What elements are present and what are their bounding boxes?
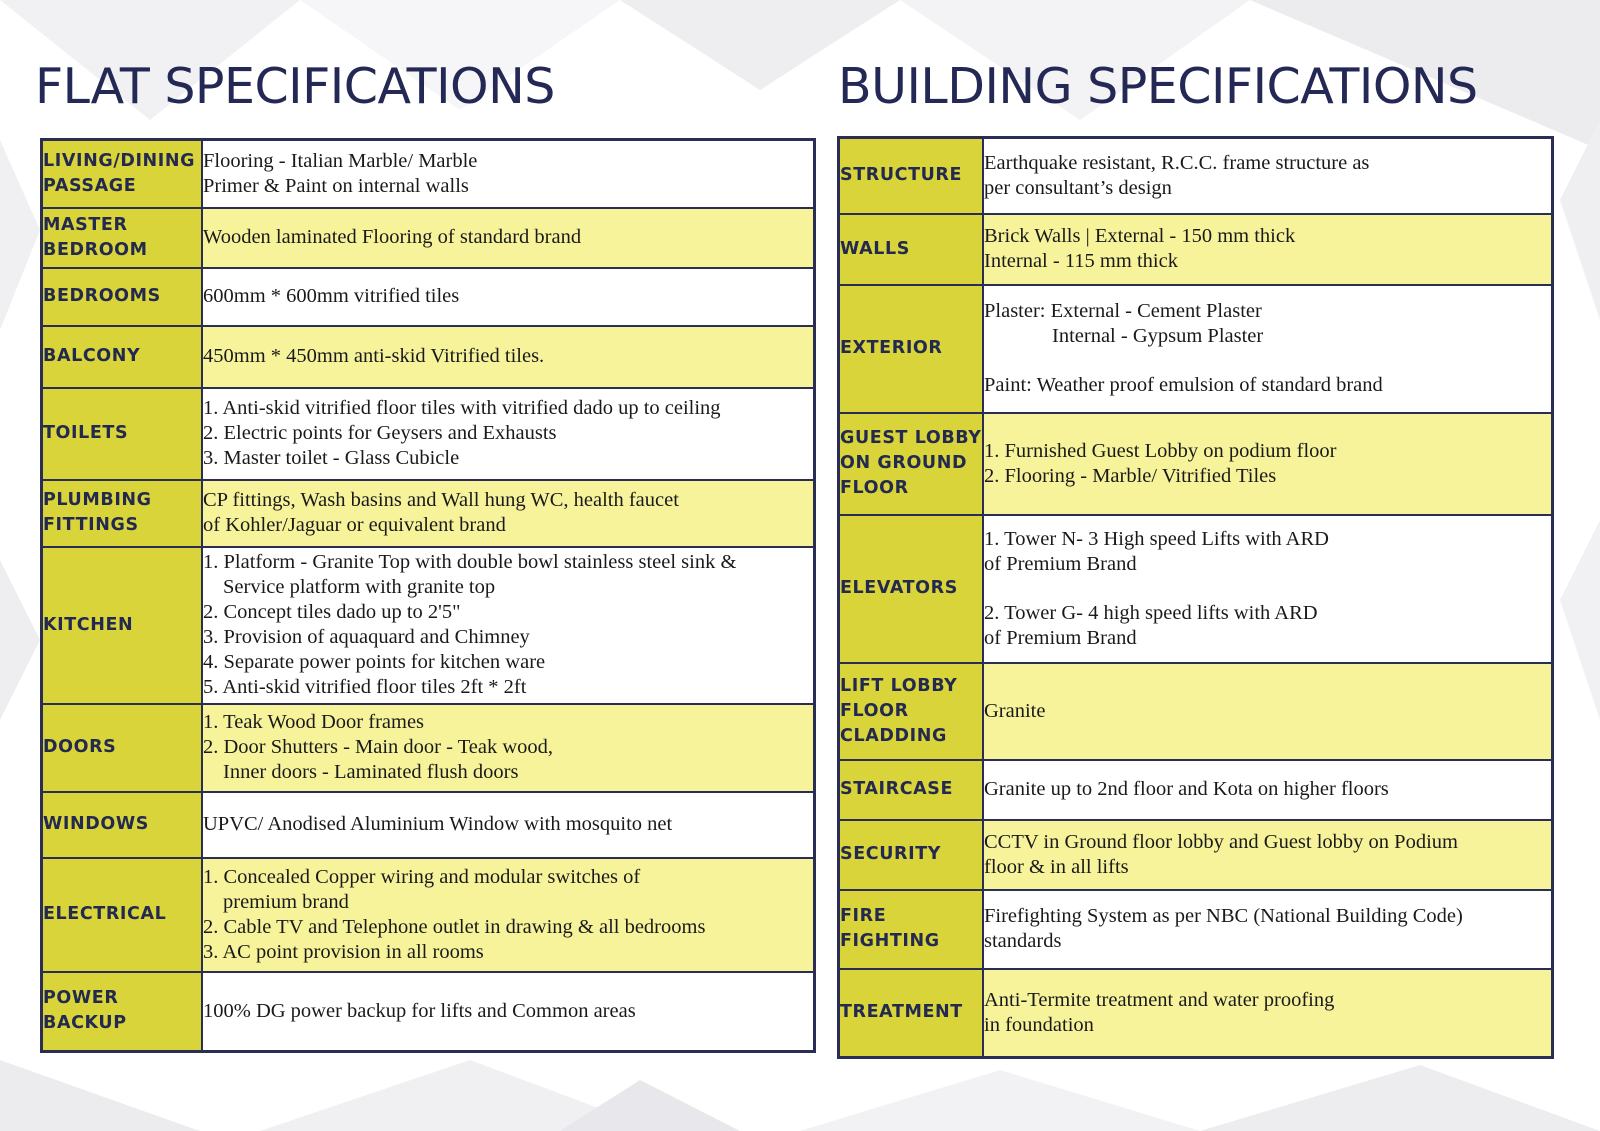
- spec-line: Service platform with granite top: [223, 576, 496, 598]
- spec-row-windows: [42, 792, 815, 858]
- spec-line: Anti-Termite treatment and water proofing: [984, 988, 1335, 1011]
- spec-line: 3. Master toilet - Glass Cubicle: [203, 447, 460, 469]
- spec-line: 1. Concealed Copper wiring and modular switches of: [203, 865, 641, 888]
- spec-line: Flooring - Italian Marble/ Marble: [203, 149, 478, 172]
- spec-line: 1. Platform - Granite Top with double bowl stainless steel sink &: [203, 551, 737, 573]
- spec-label: BALCONY: [42, 326, 203, 388]
- spec-label: STAIRCASE: [839, 760, 984, 820]
- flat-specifications-table: [40, 138, 816, 1053]
- spec-label: TREATMENT: [839, 969, 984, 1058]
- spec-row-bedrooms: [42, 268, 815, 326]
- spec-value: [202, 858, 815, 972]
- spec-row-exterior: [839, 285, 1553, 413]
- spec-line: 600mm * 600mm vitrified tiles: [203, 285, 460, 307]
- spec-line: Internal - Gypsum Plaster: [1052, 325, 1264, 347]
- spec-value: [202, 972, 815, 1052]
- spec-label: ELEVATORS: [839, 515, 984, 663]
- spec-row-living-dining: [42, 140, 815, 208]
- spec-row-elevators: [839, 515, 1553, 663]
- spec-line: 1. Anti-skid vitrified floor tiles with vitrified dado up to ceiling: [203, 397, 721, 419]
- flat-specifications-title: FLAT SPECIFICATIONS: [35, 58, 555, 115]
- spec-line: 4. Separate power points for kitchen ware: [203, 651, 546, 673]
- spec-row-fire-fighting: [839, 890, 1553, 969]
- spec-value: [202, 140, 815, 208]
- spec-line: 2. Electric points for Geysers and Exhausts: [203, 422, 557, 444]
- spec-row-electrical: [42, 858, 815, 972]
- spec-row-guest-lobby: [839, 413, 1553, 515]
- spec-line: 5. Anti-skid vitrified floor tiles 2ft * 2ft: [203, 676, 527, 698]
- spec-row-balcony: [42, 326, 815, 388]
- spec-line: Internal - 115 mm thick: [984, 250, 1178, 272]
- spec-line: 3. Provision of aquaquard and Chimney: [203, 626, 530, 648]
- spec-row-kitchen: [42, 547, 815, 704]
- spec-label: LIFT LOBBY FLOOR CLADDING: [839, 663, 984, 760]
- spec-value: [202, 208, 815, 268]
- spec-value: [202, 326, 815, 388]
- spec-row-doors: [42, 704, 815, 792]
- spec-value: [983, 138, 1553, 214]
- spec-label: TOILETS: [42, 388, 203, 480]
- spec-line: 2. Flooring - Marble/ Vitrified Tiles: [984, 464, 1277, 487]
- spec-line: Paint: Weather proof emulsion of standard brand: [984, 374, 1383, 396]
- spec-line: Firefighting System as per NBC (National Building Code): [984, 905, 1463, 927]
- spec-line: Plaster: External - Cement Plaster: [984, 300, 1262, 322]
- spec-line: 3. AC point provision in all rooms: [203, 940, 484, 963]
- spec-row-lift-lobby: [839, 663, 1553, 760]
- spec-label: STRUCTURE: [839, 138, 984, 214]
- spec-value: [202, 268, 815, 326]
- spec-line: 2. Tower G- 4 high speed lifts with ARD: [984, 601, 1318, 624]
- spec-line: floor & in all lifts: [984, 855, 1129, 878]
- spec-line: 450mm * 450mm anti-skid Vitrified tiles.: [203, 345, 545, 367]
- spec-value: [983, 214, 1553, 285]
- spec-line: per consultant’s design: [984, 176, 1172, 199]
- building-specifications-table: [837, 136, 1554, 1059]
- spec-line: in foundation: [984, 1013, 1094, 1036]
- spec-label: BEDROOMS: [42, 268, 203, 326]
- spec-value: [983, 663, 1553, 760]
- spec-line: 2. Concept tiles dado up to 2'5": [203, 601, 461, 623]
- spec-row-power-backup: [42, 972, 815, 1052]
- spec-spacer: [984, 349, 1551, 373]
- spec-line: 2. Cable TV and Telephone outlet in drawing & all bedrooms: [203, 915, 706, 938]
- spec-value: [983, 515, 1553, 663]
- spec-line: 1. Furnished Guest Lobby on podium floor: [984, 439, 1337, 462]
- spec-value: [983, 890, 1553, 969]
- spec-line: standards: [984, 930, 1062, 952]
- spec-value: [983, 969, 1553, 1058]
- spec-row-walls: [839, 214, 1553, 285]
- spec-label: WALLS: [839, 214, 984, 285]
- spec-label: GUEST LOBBY ON GROUND FLOOR: [839, 413, 984, 515]
- spec-line: Earthquake resistant, R.C.C. frame structure as: [984, 151, 1370, 174]
- spec-line: 1. Tower N- 3 High speed Lifts with ARD: [984, 527, 1329, 550]
- spec-row-master-bedroom: [42, 208, 815, 268]
- spec-line: Wooden laminated Flooring of standard brand: [203, 226, 582, 248]
- spec-label: MASTER BEDROOM: [42, 208, 203, 268]
- spec-row-plumbing: [42, 480, 815, 547]
- spec-label: FIRE FIGHTING: [839, 890, 984, 969]
- spec-line: 2. Door Shutters - Main door - Teak wood,: [203, 736, 554, 758]
- spec-label: PLUMBING FITTINGS: [42, 480, 203, 547]
- spec-value: [202, 388, 815, 480]
- spec-line: 100% DG power backup for lifts and Common areas: [203, 999, 636, 1022]
- spec-label: POWER BACKUP: [42, 972, 203, 1052]
- spec-value: [983, 285, 1553, 413]
- spec-value: [202, 792, 815, 858]
- spec-line: Brick Walls | External - 150 mm thick: [984, 225, 1296, 247]
- building-specifications-title: BUILDING SPECIFICATIONS: [838, 58, 1478, 115]
- spec-row-security: [839, 820, 1553, 890]
- spec-line: of Kohler/Jaguar or equivalent brand: [203, 514, 506, 536]
- spec-row-structure: [839, 138, 1553, 214]
- spec-line: Inner doors - Laminated flush doors: [223, 761, 519, 783]
- spec-value: [202, 704, 815, 792]
- spec-value: [202, 480, 815, 547]
- spec-label: DOORS: [42, 704, 203, 792]
- spec-value: [202, 547, 815, 704]
- spec-label: LIVING/DINING PASSAGE: [42, 140, 203, 208]
- spec-label: WINDOWS: [42, 792, 203, 858]
- spec-line: of Premium Brand: [984, 552, 1137, 575]
- spec-line: UPVC/ Anodised Aluminium Window with mosquito net: [203, 813, 673, 835]
- spec-line: CCTV in Ground floor lobby and Guest lobby on Podium: [984, 830, 1458, 853]
- spec-value: [983, 760, 1553, 820]
- spec-value: [983, 820, 1553, 890]
- spec-line: CP fittings, Wash basins and Wall hung WC, health faucet: [203, 489, 679, 511]
- spec-line: of Premium Brand: [984, 626, 1137, 649]
- spec-line: Primer & Paint on internal walls: [203, 174, 469, 197]
- spec-line: 1. Teak Wood Door frames: [203, 711, 425, 733]
- spec-spacer: [984, 577, 1551, 601]
- spec-label: SECURITY: [839, 820, 984, 890]
- spec-line: Granite up to 2nd floor and Kota on higher floors: [984, 778, 1389, 800]
- spec-line: premium brand: [223, 890, 349, 913]
- spec-value: [983, 413, 1553, 515]
- spec-line: Granite: [984, 699, 1046, 722]
- spec-row-staircase: [839, 760, 1553, 820]
- spec-row-toilets: [42, 388, 815, 480]
- spec-label: EXTERIOR: [839, 285, 984, 413]
- spec-label: ELECTRICAL: [42, 858, 203, 972]
- spec-label: KITCHEN: [42, 547, 203, 704]
- spec-row-treatment: [839, 969, 1553, 1058]
